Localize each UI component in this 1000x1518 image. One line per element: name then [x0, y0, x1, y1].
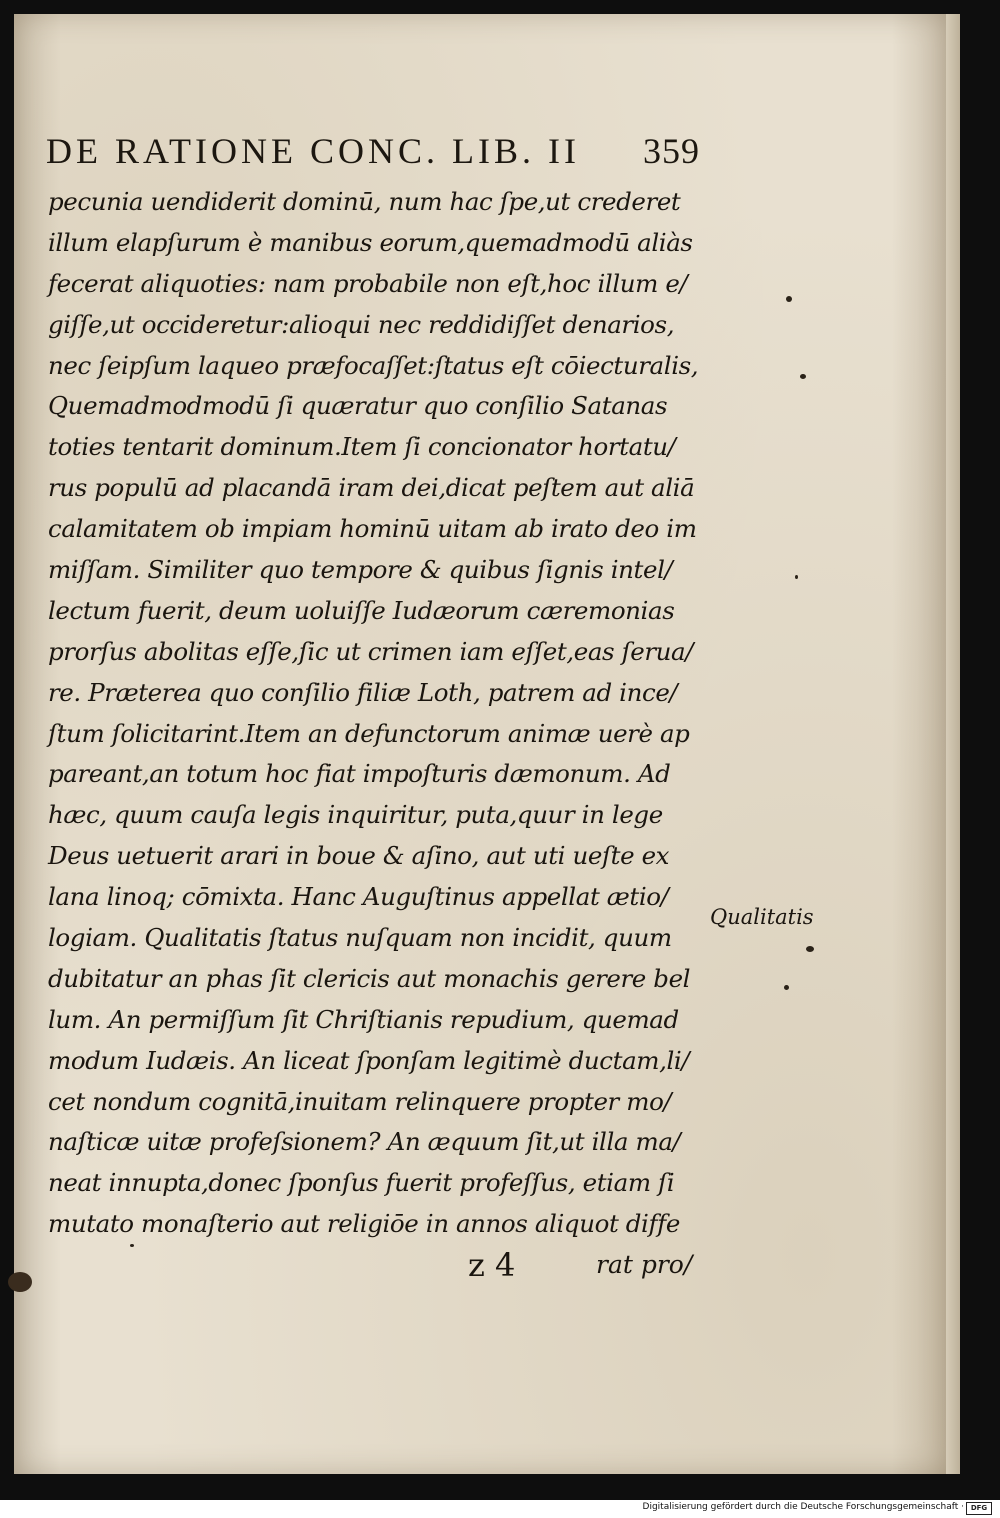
text-line: miſſam. Similiter quo tempore & quibus ſignis intel/ [48, 555, 673, 585]
text-line: naſticæ uitæ profeſsionem? An æquum ſit,ut illa ma/ [48, 1127, 681, 1157]
text-line: lana linoq; cōmixta. Hanc Auguſtinus appellat ætio/ [48, 882, 669, 912]
text-line: neat innupta,donec ſponſus fuerit profeſſus, etiam ſi [48, 1168, 675, 1198]
text-line: nec ſeipſum laqueo præfocaſſet:ſtatus eſt cōiecturalis, [48, 350, 699, 380]
text-line: ſtum ſolicitarint.Item an defunctorum animæ uerè ap [48, 718, 690, 748]
ink-speck [784, 985, 789, 990]
text-line: calamitatem ob impiam hominū uitam ab irato deo im [48, 514, 697, 544]
text-line: modum Iudæis. An liceat ſponſam legitimè ductam,li/ [48, 1045, 690, 1075]
text-line: lectum fuerit, deum uoluiſſe Iudæorum cæremonias [48, 595, 675, 625]
text-line: rus populū ad placandā iram dei,dicat peſtem aut aliā [48, 473, 695, 503]
text-line: pecunia uendiderit dominū, num hac ſpe,ut crederet [48, 187, 681, 216]
dfg-logo: DFG [966, 1502, 992, 1515]
body-text [48, 182, 708, 1245]
marginal-note: Qualitatis [710, 905, 814, 929]
page-edge [946, 14, 960, 1474]
catchword: rat pro/ [596, 1250, 693, 1279]
ink-speck [786, 296, 792, 302]
ink-speck [8, 1272, 32, 1292]
ink-speck [800, 374, 806, 379]
text-line: cet nondum cognitā,inuitam relinquere propter mo/ [48, 1086, 672, 1116]
text-line: logiam. Qualitatis ſtatus nuſquam non incidit, quum [48, 923, 672, 953]
text-line: hæc, quum cauſa legis inquiritur, puta,quur in lege [48, 800, 663, 830]
text-line: lum. An permiſſum ſit Chriſtianis repudium, quemad [48, 1004, 679, 1034]
digitization-credit: Digitalisierung gefördert durch die Deutsche Forschungsgemeinschaft · [642, 1502, 964, 1512]
text-line: Quemadmodmodū ſi quæratur quo conſilio Satanas [48, 391, 668, 421]
text-line: illum elapſurum è manibus eorum,quemadmodū aliàs [48, 227, 693, 257]
text-line: re. Præterea quo conſilio filiæ Loth, patrem ad ince/ [48, 677, 678, 707]
text-line: Deus uetuerit arari in boue & aſino, aut uti ueſte ex [48, 841, 670, 871]
text-line: giſſe,ut occideretur:alioqui nec reddidiſſet denarios, [48, 309, 675, 339]
signature-mark: z 4 [468, 1246, 516, 1284]
text-line: toties tentarit dominum.Item ſi concionator hortatu/ [48, 432, 676, 462]
text-line: fecerat aliquoties: nam probabile non eſt,hoc illum e/ [48, 268, 688, 298]
text-line: dubitatur an phas ſit clericis aut monachis gerere bel [48, 963, 691, 993]
text-line: pareant,an totum hoc fiat impoſturis dæmonum. Ad [48, 759, 671, 789]
page-number: 359 [643, 131, 700, 171]
text-line: mutato monaſterio aut religiōe in annos aliquot diffe [48, 1209, 680, 1239]
running-head-title: DE RATIONE CONC. LIB. II [46, 131, 580, 171]
text-line: prorſus abolitas eſſe,ſic ut crimen iam eſſet,eas ſerua/ [48, 636, 694, 666]
ink-speck [806, 946, 814, 952]
running-head [46, 130, 706, 176]
ink-speck [795, 575, 798, 579]
ink-speck [130, 1244, 134, 1247]
